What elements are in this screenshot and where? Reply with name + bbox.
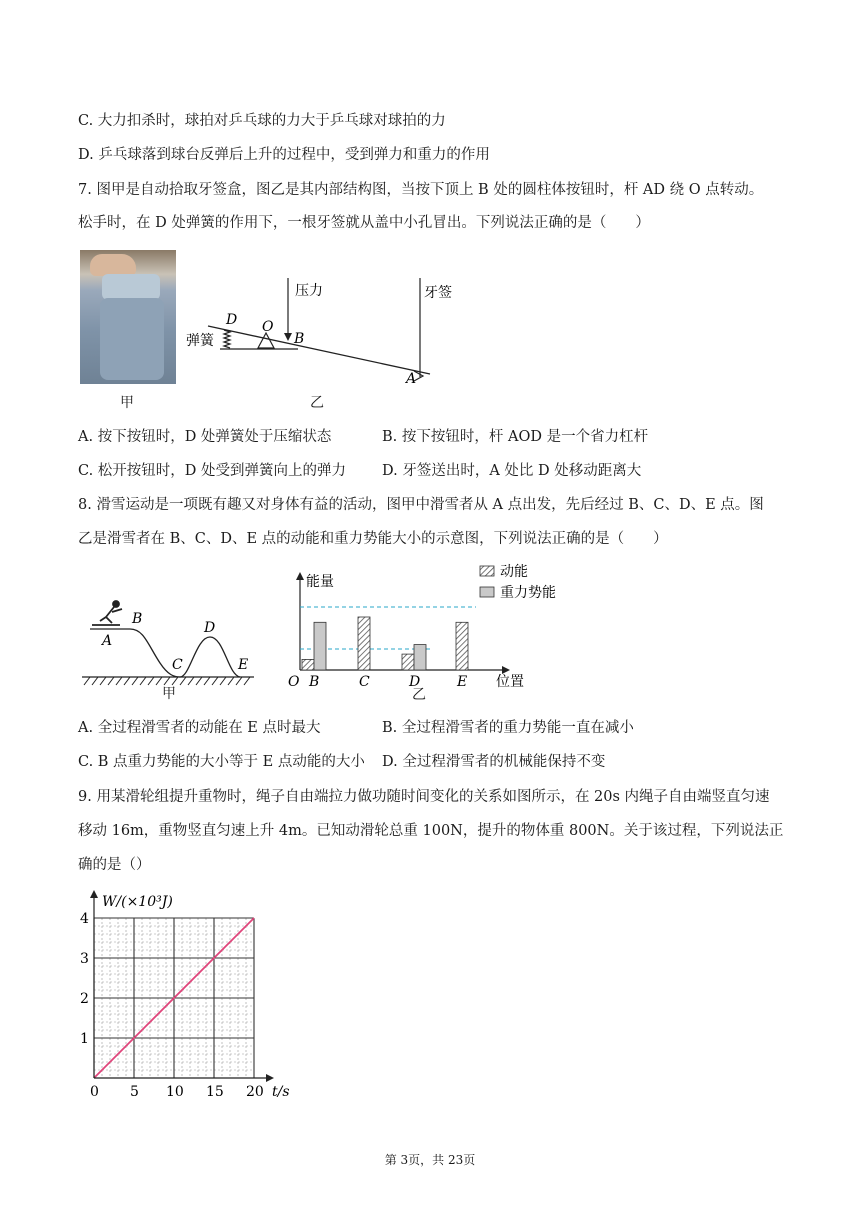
photo-hand (90, 254, 136, 276)
page-footer: 第 3页，共 23页 (384, 1153, 476, 1167)
label-A: A (406, 371, 417, 387)
x-tick-label: 10 (166, 1084, 184, 1100)
option-8c: C. B 点重力势能的大小等于 E 点动能的大小 (78, 754, 365, 770)
caption-yi-7: 乙 (310, 395, 324, 411)
x-tick-label: 20 (246, 1084, 264, 1100)
label-toothpick: 牙签 (424, 285, 452, 301)
ski-track (130, 629, 240, 677)
label-pt-B: B (132, 611, 143, 627)
option-8b: B. 全过程滑雪者的重力势能一直在减小 (382, 720, 634, 736)
lever-bar (208, 326, 430, 374)
x-tick-label: 0 (90, 1084, 99, 1100)
tick-labels (80, 911, 264, 1100)
option-7d: D. 牙签送出时，A 处比 D 处移动距离大 (382, 463, 642, 479)
y-tick-label: 1 (80, 1031, 89, 1047)
figure-9-chart (70, 886, 310, 1106)
option-7b: B. 按下按钮时，杆 AOD 是一个省力杠杆 (382, 429, 649, 445)
bars-group (302, 617, 468, 670)
figure-8-chart (280, 560, 580, 710)
work-time-chart (70, 886, 310, 1106)
figure-7 (78, 248, 478, 413)
x-tick-label: 15 (206, 1084, 224, 1100)
lever-diagram (178, 273, 468, 408)
label-O: O (262, 319, 274, 335)
question-9-line3: 确的是（） (78, 857, 151, 873)
legend-swatch-kinetic (480, 566, 494, 576)
label-pt-D: D (204, 620, 216, 636)
legend-label-kinetic: 动能 (500, 564, 528, 580)
legend-label-potential: 重力势能 (500, 585, 556, 601)
y-tick-label: 3 (80, 951, 89, 967)
spring-coil (224, 330, 230, 348)
origin-label: O (288, 674, 300, 690)
photo-box-body (100, 298, 164, 380)
bar-potential-D (414, 645, 426, 670)
label-D: D (226, 312, 238, 328)
category-label-C: C (359, 674, 370, 690)
label-pt-E: E (238, 657, 249, 673)
y-axis-label: 能量 (306, 574, 334, 590)
bar-kinetic-B (302, 659, 314, 670)
y-tick-label: 2 (80, 991, 89, 1007)
x-axis-label-9: t/s (272, 1084, 290, 1100)
option-6c: C. 大力扣杀时，球拍对乒乓球的力大于乒乓球对球拍的力 (78, 113, 446, 129)
question-8-line2: 乙是滑雪者在 B、C、D、E 点的动能和重力势能大小的示意图，下列说法正确的是（ ） (78, 531, 668, 547)
category-label-E: E (457, 674, 468, 690)
legend-swatch-potential (480, 587, 494, 597)
figure-8-ski (78, 565, 268, 705)
question-8-line1: 8. 滑雪运动是一项既有趣又对身体有益的活动，图甲中滑雪者从 A 点出发，先后经过 B、C、D、E 点。图 (78, 497, 764, 513)
option-8d: D. 全过程滑雪者的机械能保持不变 (382, 754, 606, 770)
caption-yi-8: 乙 (412, 687, 426, 703)
bar-kinetic-D (402, 654, 414, 670)
question-9-line1: 9. 用某滑轮组提升重物时，绳子自由端拉力做功随时间变化的关系如图所示，在 20s 内绳子自由端竖直匀速 (78, 789, 770, 805)
fulcrum (258, 333, 274, 348)
question-7-line1: 7. 图甲是自动拾取牙签盒，图乙是其内部结构图，当按下顶上 B 处的圆柱体按钮时，杆 AD 绕 O 点转动。 (78, 182, 764, 198)
label-pt-C: C (172, 657, 183, 673)
category-labels (308, 674, 467, 690)
caption-jia-8: 甲 (162, 686, 176, 702)
y-tick-label: 4 (80, 911, 89, 927)
label-B: B (294, 331, 305, 347)
photo-box-lid (102, 274, 160, 300)
label-pt-A: A (102, 633, 113, 649)
label-spring: 弹簧 (186, 333, 214, 349)
category-label-B: B (309, 674, 320, 690)
caption-jia-7: 甲 (120, 395, 134, 411)
label-force: 压力 (295, 283, 323, 299)
x-axis-label: 位置 (496, 674, 524, 690)
bar-kinetic-C (358, 617, 370, 670)
option-7c: C. 松开按钮时，D 处受到弹簧向上的弹力 (78, 463, 347, 479)
x-tick-label: 5 (130, 1084, 139, 1100)
toothpick-box-photo (80, 250, 176, 384)
option-8a: A. 全过程滑雪者的动能在 E 点时最大 (78, 720, 321, 736)
question-7-line2: 松手时，在 D 处弹簧的作用下，一根牙签就从盖中小孔冒出。下列说法正确的是（ ） (78, 215, 650, 231)
skier-icon (92, 601, 122, 625)
category-label-D: D (409, 674, 421, 690)
option-7a: A. 按下按钮时，D 处弹簧处于压缩状态 (78, 429, 332, 445)
y-axis-label-9: W/(×10³J) (102, 894, 173, 910)
option-6d: D. 乒乓球落到球台反弹后上升的过程中，受到弹力和重力的作用 (78, 147, 490, 163)
bar-potential-B (314, 622, 326, 670)
bar-kinetic-E (456, 622, 468, 670)
energy-bar-chart (280, 560, 580, 710)
question-9-line2: 移动 16m，重物竖直匀速上升 4m。已知动滑轮总重 100N，提升的物体重 800N。关于该过程，下列说法正 (78, 823, 784, 839)
